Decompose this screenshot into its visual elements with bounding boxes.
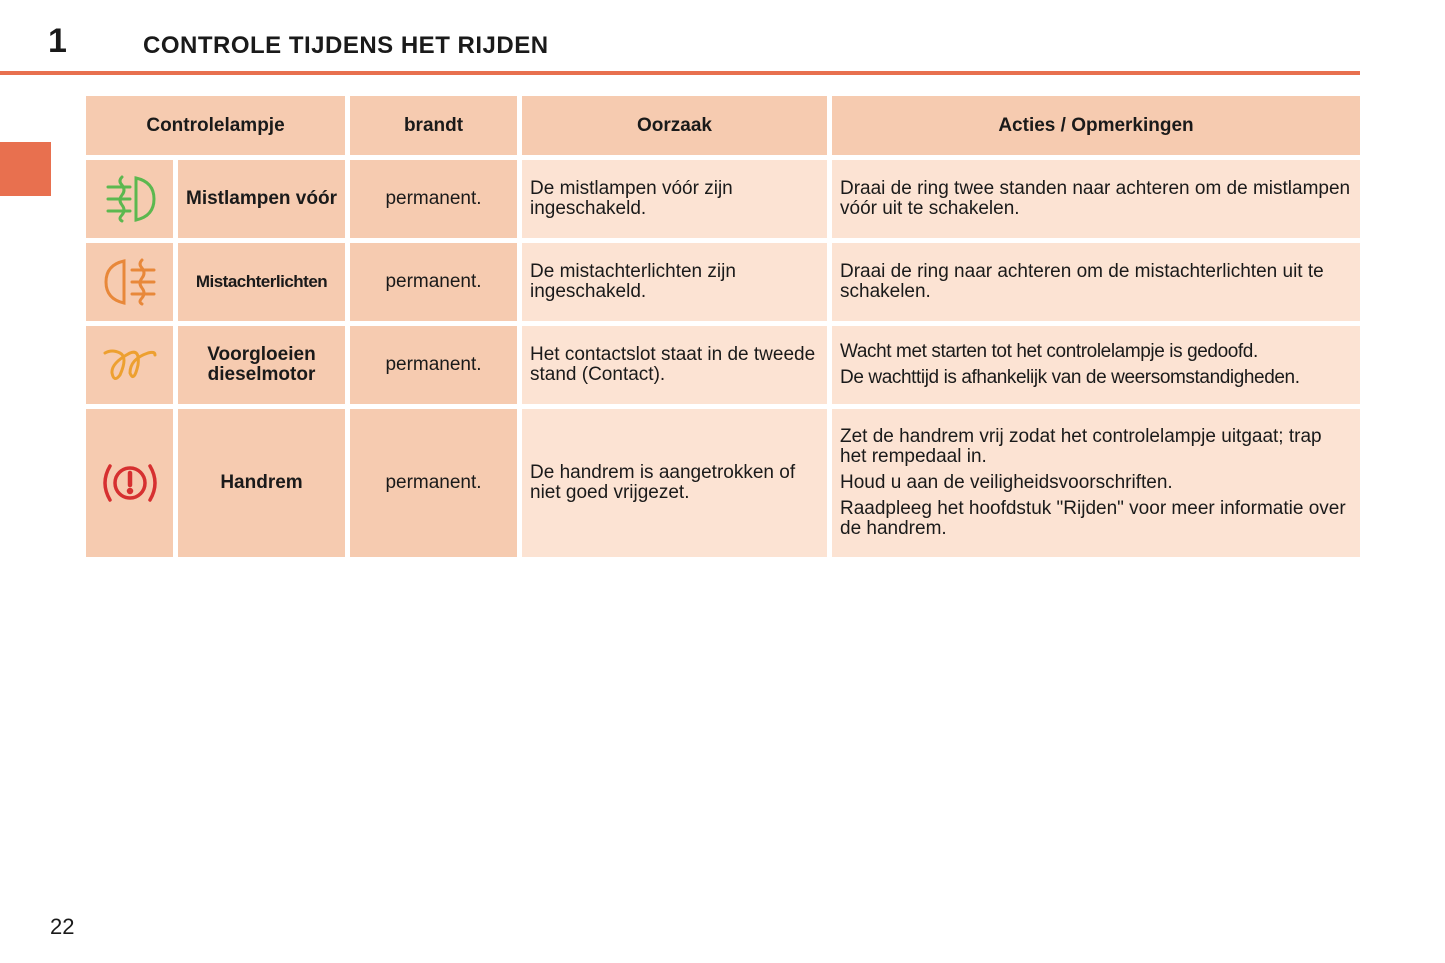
oorzaak-text: De handrem is aangetrokken of niet goed vrijgezet. [522,409,827,557]
front-fog-lamp-icon [86,160,173,238]
glow-plug-icon [86,326,173,404]
brandt-value: permanent. [350,160,517,238]
chapter-number: 1 [48,22,67,60]
header-brandt: brandt [350,96,517,155]
action-line: Wacht met starten tot het controlelampje is gedoofd. [840,341,1258,362]
page-number: 22 [50,914,75,939]
action-line: Raadpleeg het hoofdstuk "Rijden" voor meer informatie over de handrem. [840,498,1346,539]
action-line: Draai de ring naar achteren om de mistachterlichten uit te schakelen. [840,261,1324,302]
chapter-tab [0,142,51,196]
action-line: Zet de handrem vrij zodat het controlelampje uitgaat; trap het rempedaal in. [840,426,1322,467]
acties-text [832,326,1360,404]
page-title: CONTROLE TIJDENS HET RIJDEN [143,32,549,59]
lamp-name: Handrem [178,409,345,557]
acties-text [832,160,1360,238]
oorzaak-text: De mistachterlichten zijn ingeschakeld. [522,243,827,321]
action-line: De wachttijd is afhankelijk van de weersomstandigheden. [840,367,1300,388]
warning-lamp-table [86,96,1360,557]
title-rule [0,71,1360,75]
header-controlelampje: Controlelampje [86,96,345,155]
lamp-name: Mistlampen vóór [178,160,345,238]
action-line: Draai de ring twee standen naar achteren om de mistlampen vóór uit te schakelen. [840,178,1351,219]
oorzaak-text: Het contactslot staat in de tweede stand (Contact). [522,326,827,404]
rear-fog-lamp-icon [86,243,173,321]
action-line: Houd u aan de veiligheidsvoorschriften. [840,472,1173,493]
oorzaak-text: De mistlampen vóór zijn ingeschakeld. [522,160,827,238]
lamp-name: Voorgloeien dieselmotor [178,326,345,404]
brandt-value: permanent. [350,326,517,404]
acties-text [832,243,1360,321]
lamp-name: Mistachterlichten [178,243,345,321]
acties-text [832,409,1360,557]
brandt-value: permanent. [350,409,517,557]
brandt-value: permanent. [350,243,517,321]
handbrake-icon [86,409,173,557]
header-oorzaak: Oorzaak [522,96,827,155]
header-acties: Acties / Opmerkingen [832,96,1360,155]
